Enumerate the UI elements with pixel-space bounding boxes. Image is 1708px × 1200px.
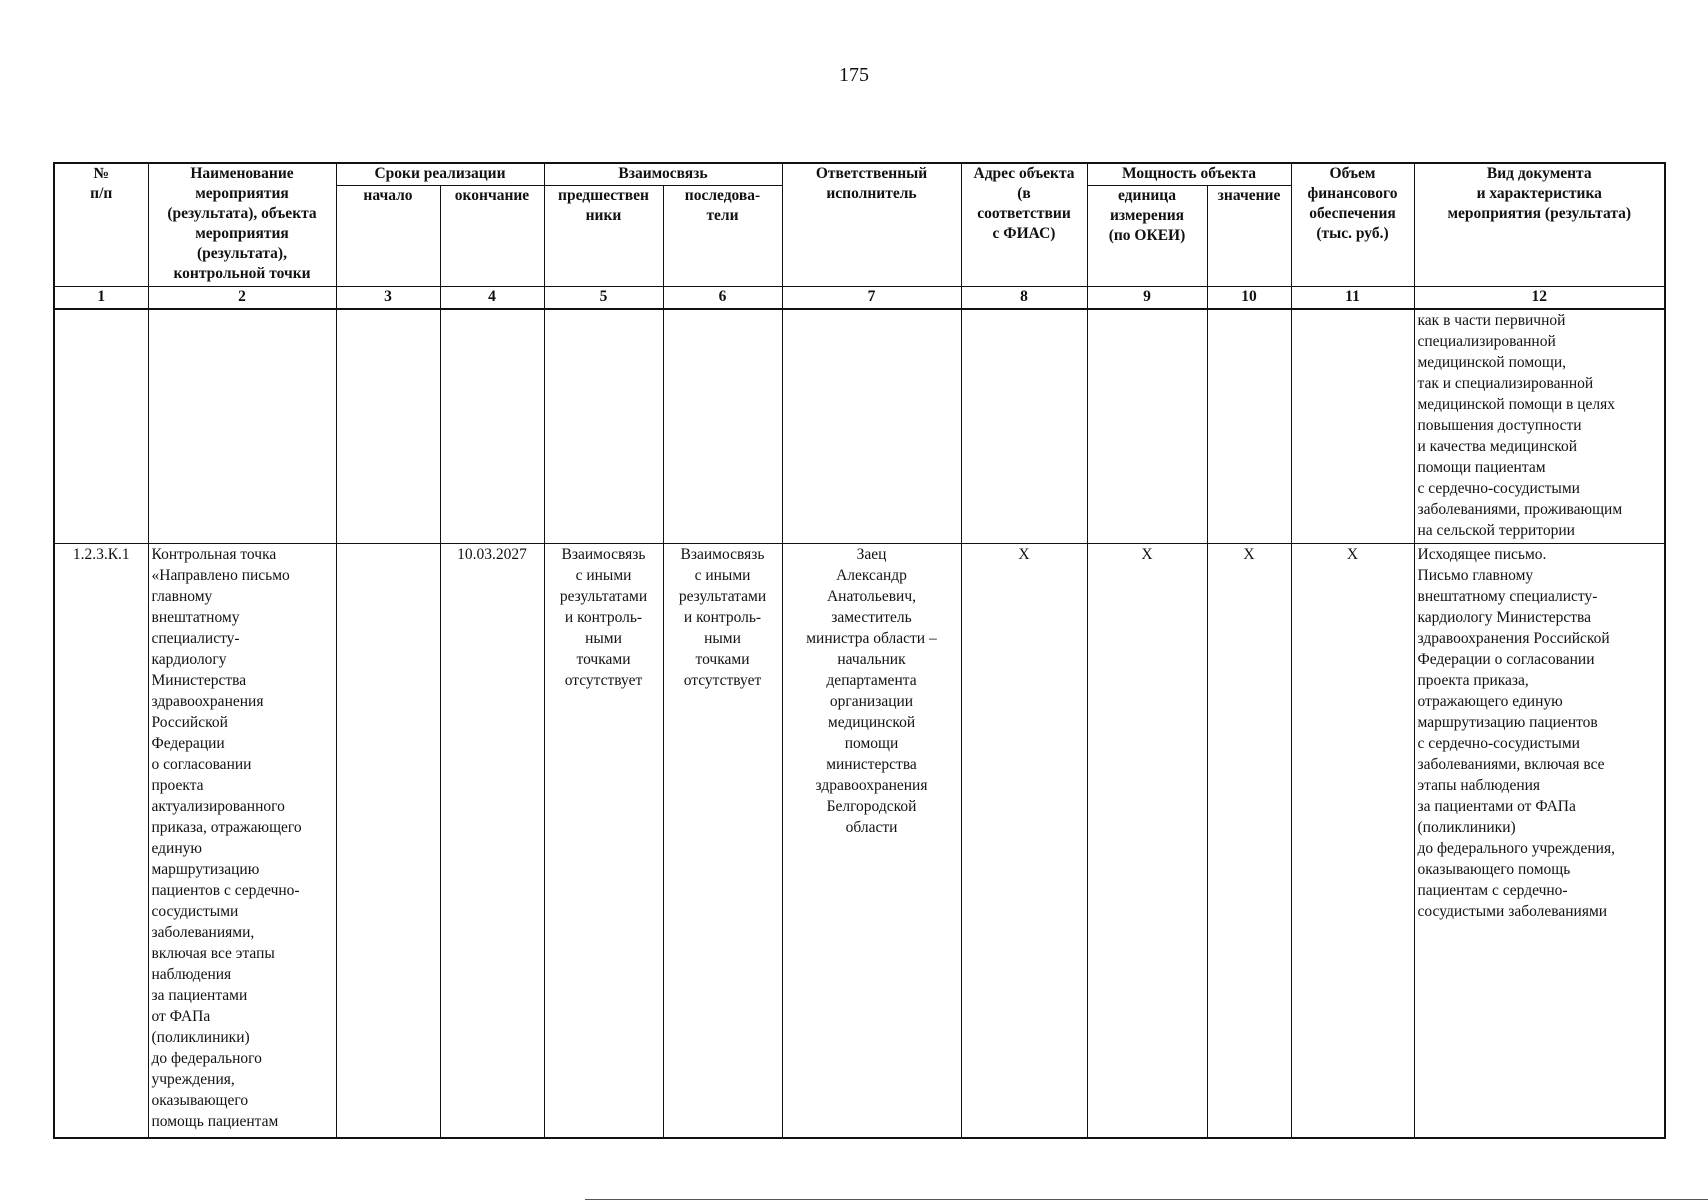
header-address: Адрес объекта (в соответствии с ФИАС) bbox=[961, 163, 1087, 287]
header-num: № п/п bbox=[54, 163, 148, 287]
cell-successors: Взаимосвязь с иными результатами и контроль- ными точками отсутствует bbox=[663, 544, 782, 1139]
cell-num bbox=[54, 309, 148, 544]
table-row bbox=[54, 544, 1665, 1139]
column-number: 7 bbox=[782, 287, 961, 310]
cell-successors bbox=[663, 309, 782, 544]
header-finance: Объем финансового обеспечения (тыс. руб.) bbox=[1291, 163, 1414, 287]
table-row bbox=[54, 309, 1665, 544]
cell-value bbox=[1207, 309, 1291, 544]
cell-end: 10.03.2027 bbox=[440, 544, 544, 1139]
column-number: 5 bbox=[544, 287, 663, 310]
column-number: 12 bbox=[1414, 287, 1665, 310]
header-doc-type: Вид документа и характеристика мероприятия (результата) bbox=[1414, 163, 1665, 287]
cell-doc-type: как в части первичной специализированной медицинской помощи, так и специализированной медицинской помощи в целях повышения доступности и качества медицинской помощи пациентам с сердечно-сосудистыми заболеваниями, проживающим на сельской территории bbox=[1414, 309, 1665, 544]
cell-start bbox=[336, 544, 440, 1139]
header-relation: Взаимосвязь bbox=[544, 163, 782, 186]
column-number: 3 bbox=[336, 287, 440, 310]
header-unit: единица измерения (по ОКЕИ) bbox=[1087, 186, 1207, 287]
cell-responsible bbox=[782, 309, 961, 544]
cell-finance bbox=[1291, 309, 1414, 544]
cell-unit bbox=[1087, 309, 1207, 544]
header-name: Наименование мероприятия (результата), объекта мероприятия (результата), контрольной точки bbox=[148, 163, 336, 287]
header-value: значение bbox=[1207, 186, 1291, 287]
header-end: окончание bbox=[440, 186, 544, 287]
header-capacity: Мощность объекта bbox=[1087, 163, 1291, 186]
cell-address: Х bbox=[961, 544, 1087, 1139]
column-number: 1 bbox=[54, 287, 148, 310]
cell-name bbox=[148, 309, 336, 544]
column-number: 2 bbox=[148, 287, 336, 310]
cell-responsible: Заец Александр Анатольевич, заместитель министра области – начальник департамента организации медицинской помощи министерства здравоохранения Белгородской области bbox=[782, 544, 961, 1139]
column-number: 11 bbox=[1291, 287, 1414, 310]
column-number: 4 bbox=[440, 287, 544, 310]
cell-value: Х bbox=[1207, 544, 1291, 1139]
implementation-plan-table bbox=[53, 162, 1666, 1139]
cell-end bbox=[440, 309, 544, 544]
header-successors: последова- тели bbox=[663, 186, 782, 287]
cell-predecessors bbox=[544, 309, 663, 544]
cell-unit: Х bbox=[1087, 544, 1207, 1139]
column-number-row bbox=[54, 287, 1665, 310]
cell-name: Контрольная точка «Направлено письмо главному внештатному специалисту- кардиологу Министерства здравоохранения Российской Федерации о согласовании проекта актуализированного приказа, отражающего единую маршрутизацию пациентов с сердечно- сосудистыми заболеваниями, включая все этапы наблюдения за пациентами от ФАПа (поликлиники) до федерального учреждения, оказывающего помощь пациентам bbox=[148, 544, 336, 1139]
header-responsible: Ответственный исполнитель bbox=[782, 163, 961, 287]
cell-predecessors: Взаимосвязь с иными результатами и контроль- ными точками отсутствует bbox=[544, 544, 663, 1139]
header-terms: Сроки реализации bbox=[336, 163, 544, 186]
cell-start bbox=[336, 309, 440, 544]
page-number: 175 bbox=[839, 64, 869, 86]
header-predecessors: предшествен ники bbox=[544, 186, 663, 287]
column-number: 8 bbox=[961, 287, 1087, 310]
cell-address bbox=[961, 309, 1087, 544]
table-header bbox=[54, 163, 1665, 309]
cell-finance: Х bbox=[1291, 544, 1414, 1139]
column-number: 6 bbox=[663, 287, 782, 310]
column-number: 9 bbox=[1087, 287, 1207, 310]
cell-num: 1.2.3.К.1 bbox=[54, 544, 148, 1139]
header-start: начало bbox=[336, 186, 440, 287]
column-number: 10 bbox=[1207, 287, 1291, 310]
cell-doc-type: Исходящее письмо. Письмо главному внештатному специалисту- кардиологу Министерства здравоохранения Российской Федерации о согласовании проекта приказа, отражающего единую маршрутизацию пациентов с сердечно-сосудистыми заболеваниями, включая все этапы наблюдения за пациентами от ФАПа (поликлиники) до федерального учреждения, оказывающего помощь пациентам с сердечно- сосудистыми заболеваниями bbox=[1414, 544, 1665, 1139]
